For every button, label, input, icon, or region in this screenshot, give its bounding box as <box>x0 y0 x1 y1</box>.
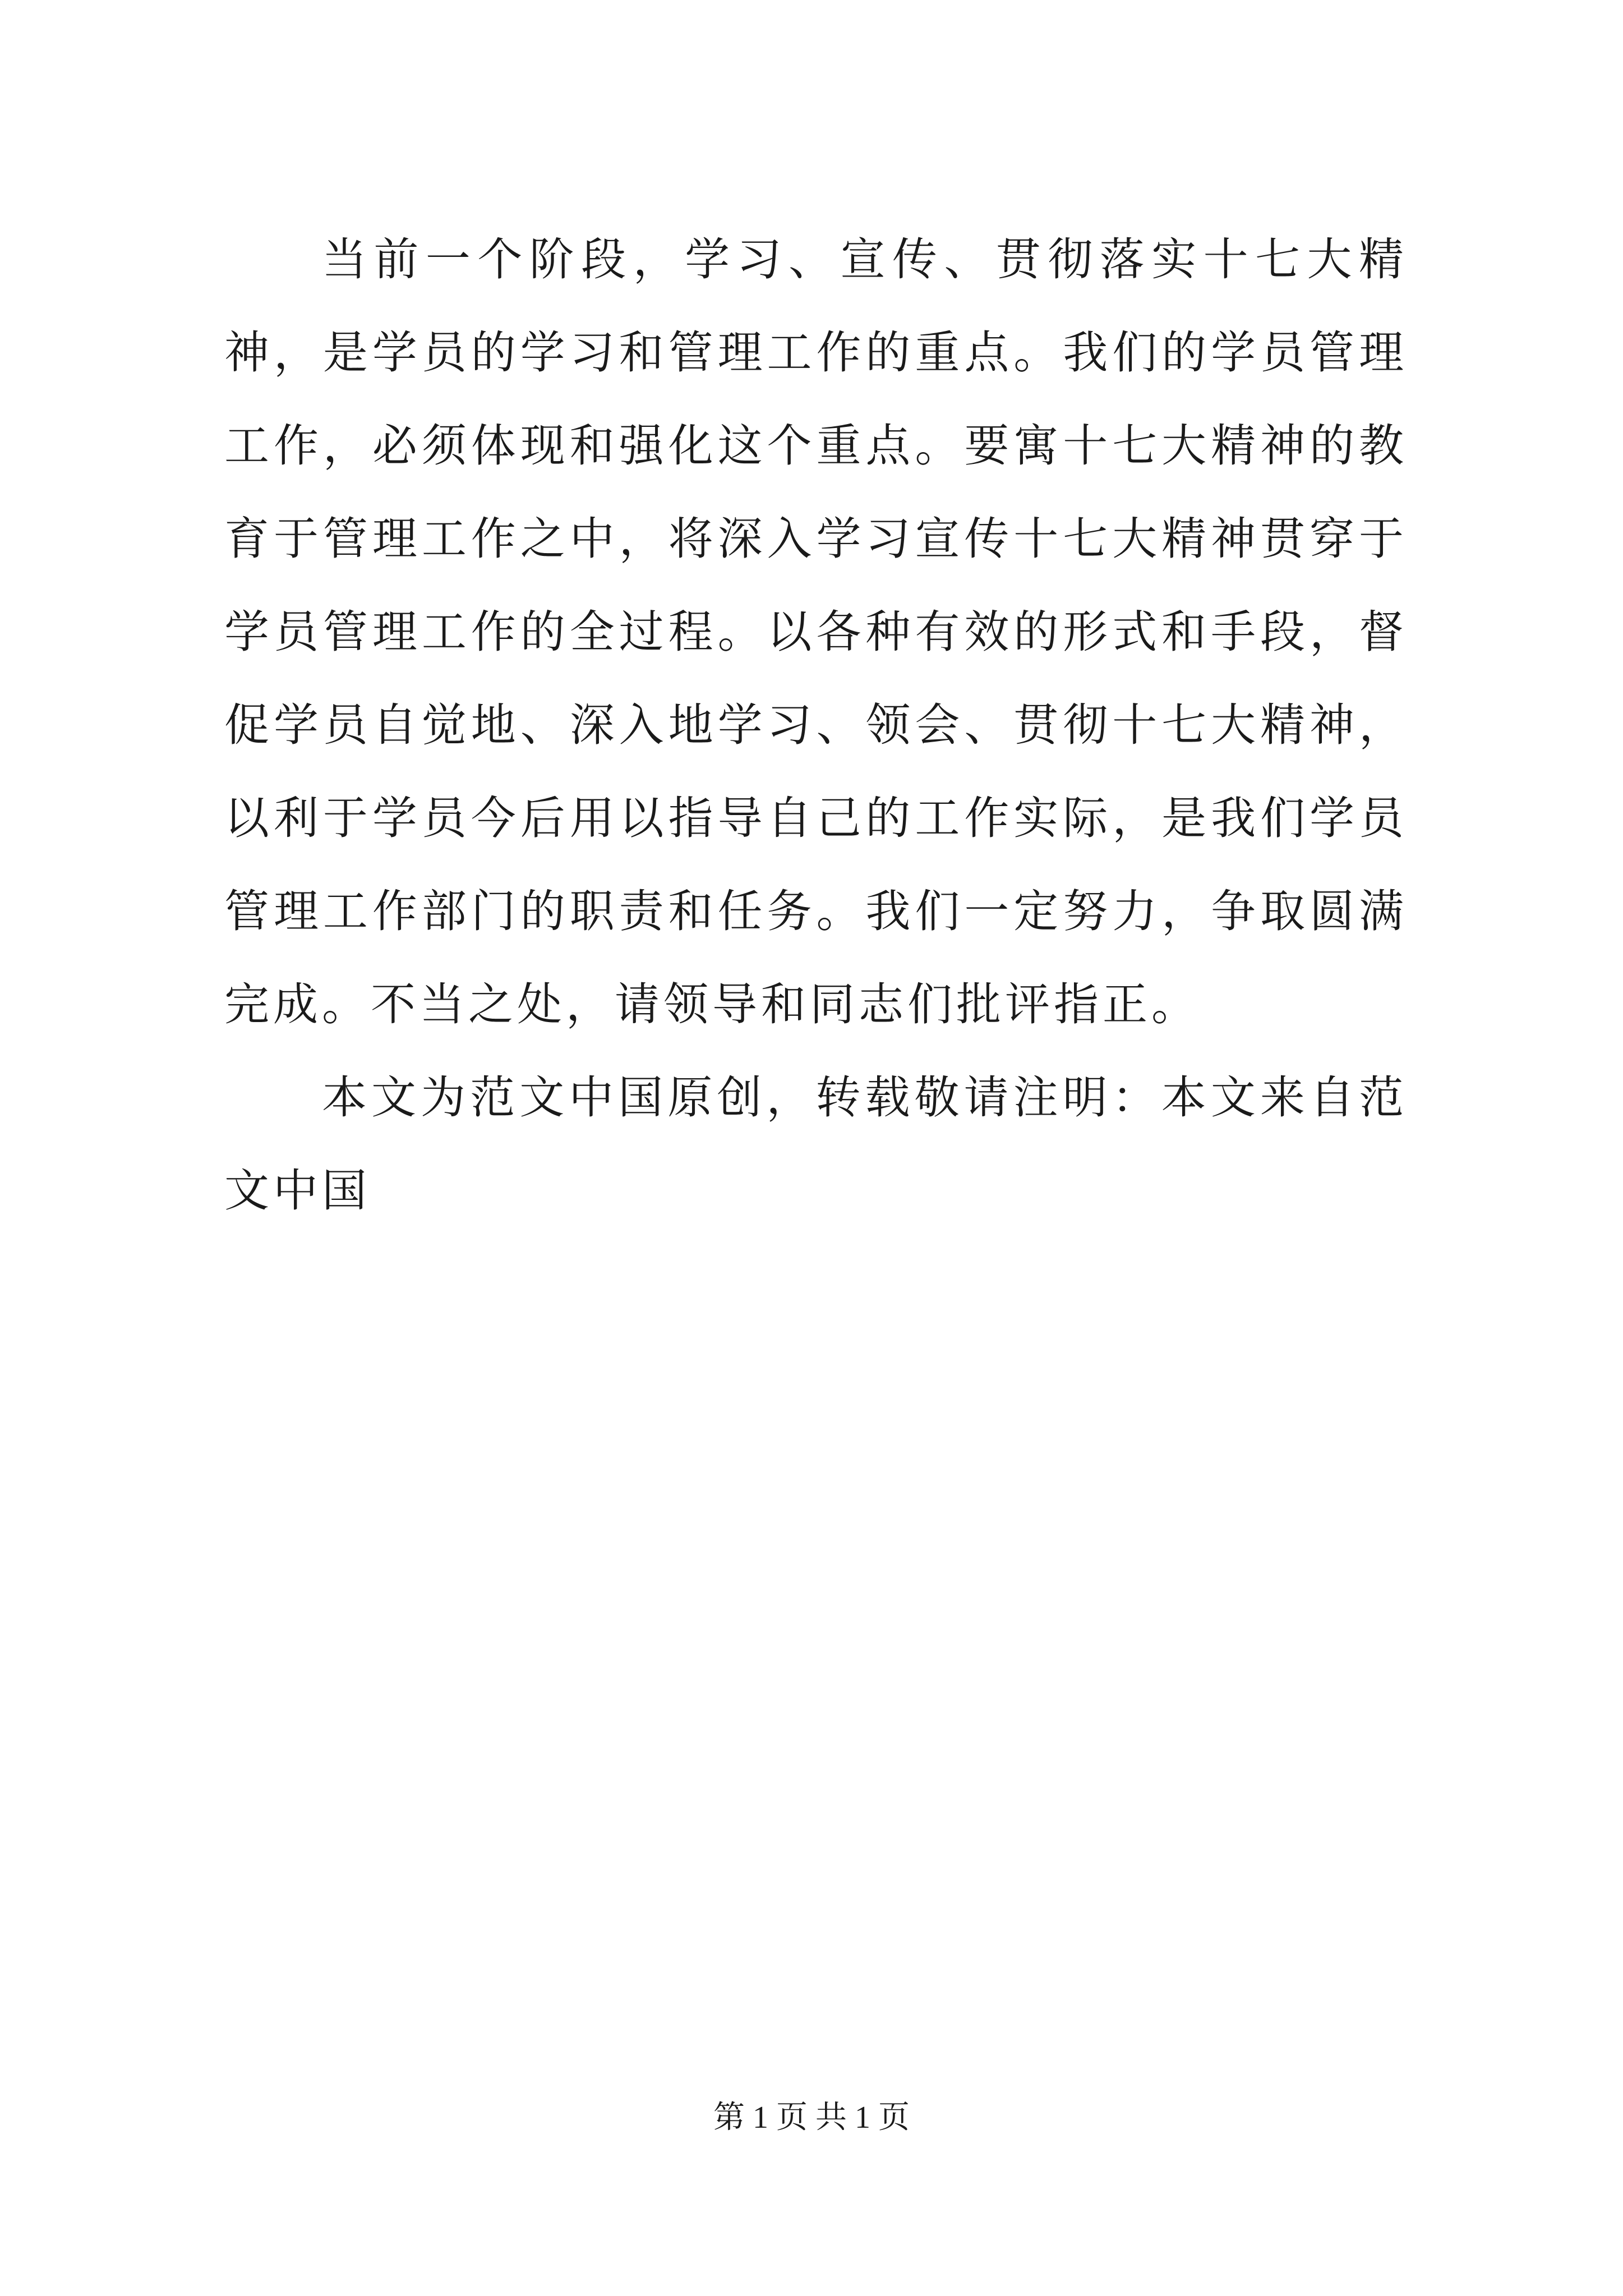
paragraph-main: 当前一个阶段，学习、宣传、贯彻落实十七大精神，是学员的学习和管理工作的重点。我们的学员管理工作，必须体现和强化这个重点。要寓十七大精神的教育于管理工作之中，将深入学习宣传十七大精神贯穿于学员管理工作的全过程。以各种有效的形式和手段，督促学员自觉地、深入地学习、领会、贯彻十七大精神，以利于学员今后用以指导自己的工作实际，是我们学员管理工作部门的职责和任务。我们一定努力，争取圆满完成。不当之处，请领导和同志们批评指正。 <box>224 233 1408 1030</box>
document-body <box>224 213 1408 1237</box>
paragraph-source-note: 本文为范文中国原创，转载敬请注明：本文来自范文中国 <box>224 1071 1408 1217</box>
page-footer: 第 1 页 共 1 页 <box>713 2100 910 2135</box>
